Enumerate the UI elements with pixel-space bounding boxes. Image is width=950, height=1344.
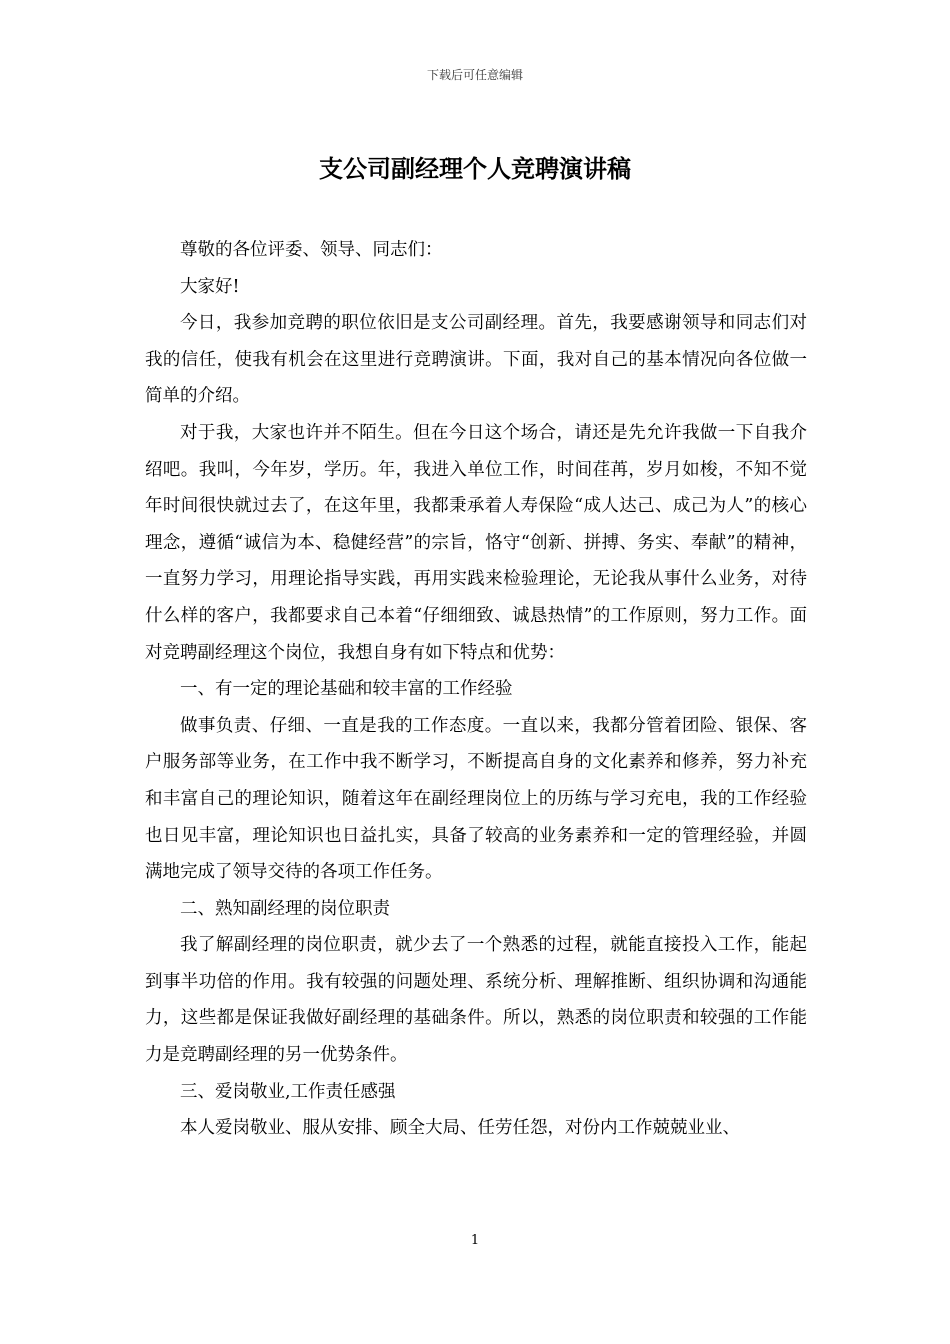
document-body (145, 232, 807, 1147)
paragraph-self-introduction: 对于我，大家也许并不陌生。但在今日这个场合，请还是先允许我做一下自我介绍吧。我叫，今年岁，学历。年，我进入单位工作，时间荏苒，岁月如梭，不知不觉年时间很快就过去了，在这年里，我都秉承着人寿保险“成人达己、成己为人”的核心理念，遵循“诚信为本、稳健经营”的宗旨，恪守“创新、拼搏、务实、奉献”的精神，一直努力学习，用理论指导实践，再用实践来检验理论，无论我从事什么业务，对待什么样的客户，我都要求自己本着“仔细细致、诚恳热情”的工作原则，努力工作。面对竞聘副经理这个岗位，我想自身有如下特点和优势： (145, 422, 807, 663)
section-heading-3: 三、爱岗敬业,工作责任感强 (180, 1081, 396, 1102)
paragraph-section-1: 做事负责、仔细、一直是我的工作态度。一直以来，我都分管着团险、银保、客户服务部等业务，在工作中我不断学习，不断提高自身的文化素养和修养，努力补充和丰富自己的理论知识，随着这年在副经理岗位上的历练与学习充电，我的工作经验也日见丰富，理论知识也日益扎实，具备了较高的业务素养和一定的管理经验，并圆满地完成了领导交待的各项工作任务。 (145, 715, 807, 883)
page-header-note: 下载后可任意编辑 (426, 68, 523, 82)
section-heading-2: 二、熟知副经理的岗位职责 (180, 898, 390, 919)
document-title: 支公司副经理个人竞聘演讲稿 (319, 154, 631, 183)
page-number: 1 (470, 1233, 480, 1248)
greeting: 大家好! (180, 276, 240, 297)
paragraph-section-3: 本人爱岗敬业、服从安排、顾全大局、任劳任怨，对份内工作兢兢业业、 (180, 1118, 740, 1139)
salutation: 尊敬的各位评委、领导、同志们： (180, 240, 443, 260)
paragraph-section-2: 我了解副经理的岗位职责，就少去了一个熟悉的过程，就能直接投入工作，能起到事半功倍的作用。我有较强的问题处理、系统分析、理解推断、组织协调和沟通能力，这些都是保证我做好副经理的基础条件。所以，熟悉的岗位职责和较强的工作能力是竞聘副经理的另一优势条件。 (145, 935, 807, 1066)
section-heading-1: 一、有一定的理论基础和较丰富的工作经验 (180, 679, 513, 700)
paragraph-intro: 今日，我参加竞聘的职位依旧是支公司副经理。首先，我要感谢领导和同志们对我的信任，使我有机会在这里进行竞聘演讲。下面，我对自己的基本情况向各位做一简单的介绍。 (145, 313, 807, 407)
